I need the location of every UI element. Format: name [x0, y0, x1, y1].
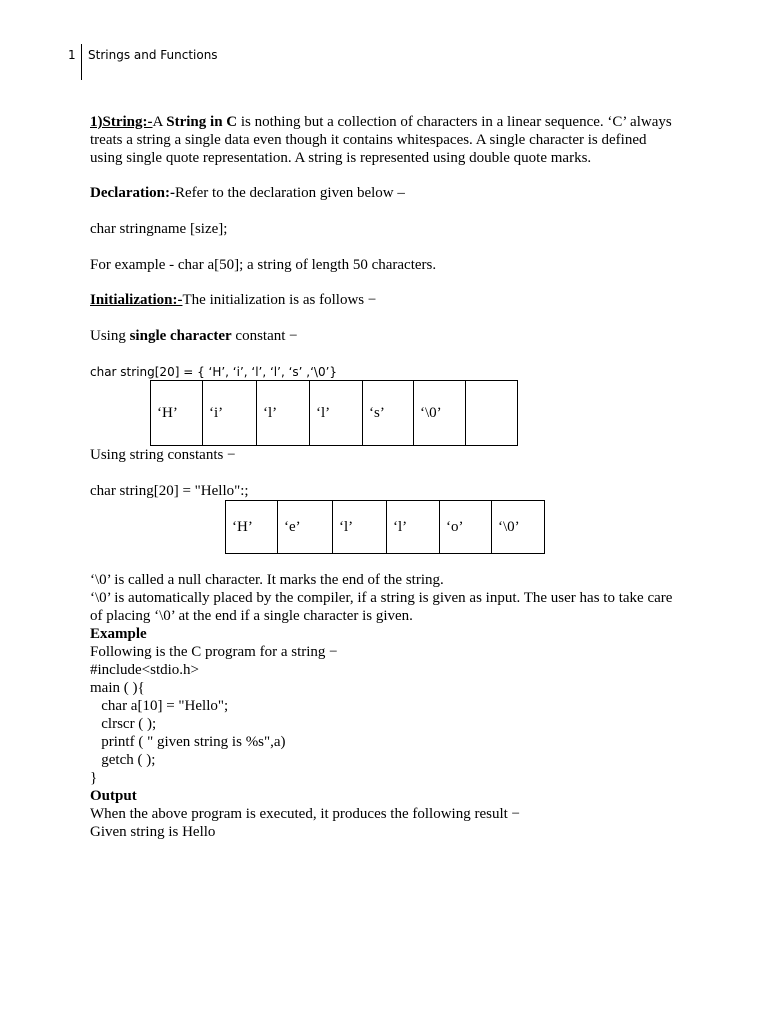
- code-line: }: [90, 770, 98, 786]
- array1-cell: ‘\0’: [414, 381, 466, 446]
- output-result: Given string is Hello: [90, 824, 216, 840]
- using-single-character-line: [90, 327, 690, 345]
- example-intro: Following is the C program for a string −: [90, 644, 338, 660]
- header-title: Strings and Functions: [88, 48, 218, 62]
- initialization-line: [90, 291, 690, 309]
- example-heading: Example: [90, 626, 147, 642]
- array2-cell: ‘H’: [226, 501, 278, 554]
- array1-cell: [466, 381, 518, 446]
- intro-line1-rest: is nothing but a collection of characters in a linear sequence. ‘C’ always: [237, 114, 672, 130]
- initialization-text: The initialization is as follows −: [182, 292, 377, 308]
- intro-lead: A: [152, 114, 167, 130]
- intro-term: String in C: [166, 114, 238, 130]
- array2-cell: ‘l’: [387, 501, 440, 554]
- intro-line-2: treats a string a single data even though it contains whitespaces. A single character is defined: [90, 132, 647, 148]
- array2-cell: ‘e’: [278, 501, 333, 554]
- code-line: printf ( " given string is %s",a): [90, 734, 286, 750]
- code-line: getch ( );: [90, 752, 156, 768]
- code-string-literal-init: char string[20] = "Hello":;: [90, 483, 249, 499]
- using-string-constants-line: Using string constants −: [90, 447, 236, 463]
- using1-bold: single character: [129, 328, 232, 344]
- array2-cell: ‘\0’: [492, 501, 545, 554]
- declaration-syntax: char stringname [size];: [90, 221, 228, 237]
- array1-cell: ‘l’: [257, 381, 310, 446]
- array1-cell: ‘l’: [310, 381, 363, 446]
- char-array-table-2: [225, 500, 545, 554]
- output-intro: When the above program is executed, it produces the following result −: [90, 806, 520, 822]
- code-char-array-init: char string[20] = { ‘H’, ‘i’, ‘l’, ‘l’, ‘s’ ,‘\0’}: [90, 365, 338, 379]
- declaration-text: Refer to the declaration given below –: [174, 185, 405, 201]
- array1-cell: ‘s’: [363, 381, 414, 446]
- declaration-line: [90, 184, 690, 202]
- code-line: main ( ){: [90, 680, 145, 696]
- null-char-note-3: of placing ‘\0’ at the end if a single character is given.: [90, 608, 413, 624]
- code-line: char a[10] = "Hello";: [90, 698, 229, 714]
- initialization-heading: Initialization:-: [90, 292, 183, 308]
- array2-cell: ‘l’: [333, 501, 387, 554]
- null-char-note-1: ‘\0’ is called a null character. It marks the end of the string.: [90, 572, 444, 588]
- declaration-example: For example - char a[50]; a string of length 50 characters.: [90, 257, 437, 273]
- code-line: #include<stdio.h>: [90, 662, 199, 678]
- using1-post: constant −: [231, 328, 298, 344]
- char-array-table-1: [150, 380, 518, 446]
- header-divider: [81, 44, 82, 80]
- using1-pre: Using: [90, 328, 130, 344]
- output-heading: Output: [90, 788, 137, 804]
- null-char-note-2: ‘\0’ is automatically placed by the compiler, if a string is given as input. The user has to take care: [90, 590, 673, 606]
- code-line: clrscr ( );: [90, 716, 157, 732]
- array1-cell: ‘i’: [203, 381, 257, 446]
- array1-cell: ‘H’: [151, 381, 203, 446]
- intro-line-3: using single quote representation. A string is represented using double quote marks.: [90, 150, 592, 166]
- declaration-heading: Declaration:-: [90, 185, 175, 201]
- intro-line-1: [90, 113, 690, 131]
- array2-cell: ‘o’: [440, 501, 492, 554]
- section-heading-string: 1)String:-: [90, 114, 153, 130]
- page-number: 1: [68, 48, 76, 62]
